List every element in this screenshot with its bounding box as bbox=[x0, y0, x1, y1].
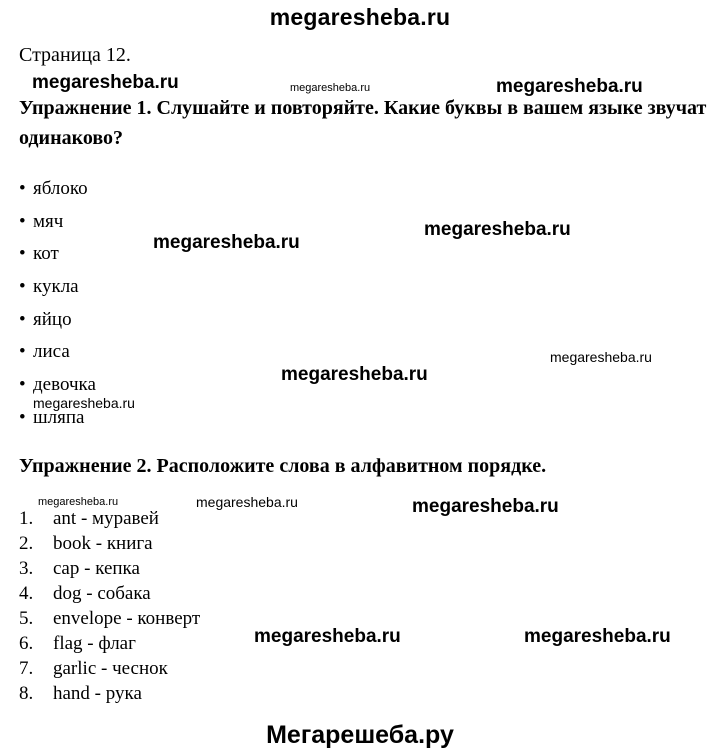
bullet-icon: • bbox=[19, 243, 26, 265]
watermark: megaresheba.ru bbox=[496, 76, 643, 97]
watermark: megaresheba.ru bbox=[254, 626, 401, 647]
list-item bbox=[19, 173, 96, 206]
watermark: megaresheba.ru bbox=[524, 626, 671, 647]
watermark: megaresheba.ru bbox=[153, 232, 300, 253]
list-item: 5. envelope - конверт bbox=[19, 608, 201, 629]
list-item: 4. dog - собака bbox=[19, 583, 151, 604]
list-item: 3. cap - кепка bbox=[19, 558, 140, 579]
list-item: 2. book - книга bbox=[19, 533, 153, 554]
bullet-icon: • bbox=[19, 374, 26, 396]
watermark: megaresheba.ru bbox=[32, 72, 179, 93]
list-item-text: garlic - чеснок bbox=[53, 658, 168, 679]
list-item-text: кот bbox=[33, 243, 59, 265]
list-item: 7. garlic - чеснок bbox=[19, 658, 168, 679]
watermark: megaresheba.ru bbox=[550, 349, 652, 365]
list-item-text: envelope - конверт bbox=[53, 608, 201, 629]
exercise-2-title: Упражнение 2. Расположите слова в алфавитном порядке. bbox=[19, 455, 547, 477]
list-item-text: яйцо bbox=[33, 308, 72, 330]
site-header: megaresheba.ru bbox=[269, 4, 451, 30]
bullet-icon: • bbox=[19, 276, 26, 298]
bullet-icon: • bbox=[19, 406, 26, 428]
watermark: megaresheba.ru bbox=[38, 496, 119, 508]
bullet-icon: • bbox=[19, 178, 26, 199]
list-item bbox=[19, 271, 96, 304]
list-item-text: девочка bbox=[33, 374, 96, 396]
watermark: megaresheba.ru bbox=[412, 496, 559, 517]
list-item-text: шляпа bbox=[33, 406, 85, 428]
site-footer: Мегарешеба.ру bbox=[266, 721, 454, 749]
bullet-icon: • bbox=[19, 210, 26, 232]
watermark: megaresheba.ru bbox=[33, 395, 135, 411]
list-item-text: мяч bbox=[33, 210, 64, 232]
watermark: megaresheba.ru bbox=[281, 364, 428, 385]
page-number: Страница 12. bbox=[19, 44, 131, 66]
list-item: 6. flag - флаг bbox=[19, 633, 136, 654]
list-item bbox=[19, 238, 96, 271]
list-item bbox=[19, 336, 96, 369]
list-item-text: book - книга bbox=[53, 533, 153, 554]
list-item-text: лиса bbox=[33, 341, 70, 363]
list-item: 1. ant - муравей bbox=[19, 508, 159, 529]
watermark: megaresheba.ru bbox=[424, 219, 571, 240]
watermark: megaresheba.ru bbox=[290, 82, 371, 94]
exercise-2-list bbox=[19, 506, 200, 706]
list-item-text: flag - флаг bbox=[53, 633, 136, 654]
list-item bbox=[19, 304, 96, 337]
bullet-icon: • bbox=[19, 341, 26, 363]
list-item-text: ant - муравей bbox=[53, 508, 159, 529]
watermark: megaresheba.ru bbox=[196, 494, 298, 510]
exercise-1-title: Упражнение 1. Слушайте и повторяйте. Какие буквы в вашем языке звучат одинаково? bbox=[19, 97, 707, 149]
list-item-text: cap - кепка bbox=[53, 558, 140, 579]
list-item-text: hand - рука bbox=[53, 683, 142, 704]
list-item: 8. hand - рука bbox=[19, 683, 142, 704]
bullet-icon: • bbox=[19, 308, 26, 330]
list-item-text: dog - собака bbox=[53, 583, 151, 604]
list-item-text: кукла bbox=[33, 276, 79, 298]
list-item-text: яблоко bbox=[33, 178, 88, 199]
list-item bbox=[19, 206, 96, 239]
